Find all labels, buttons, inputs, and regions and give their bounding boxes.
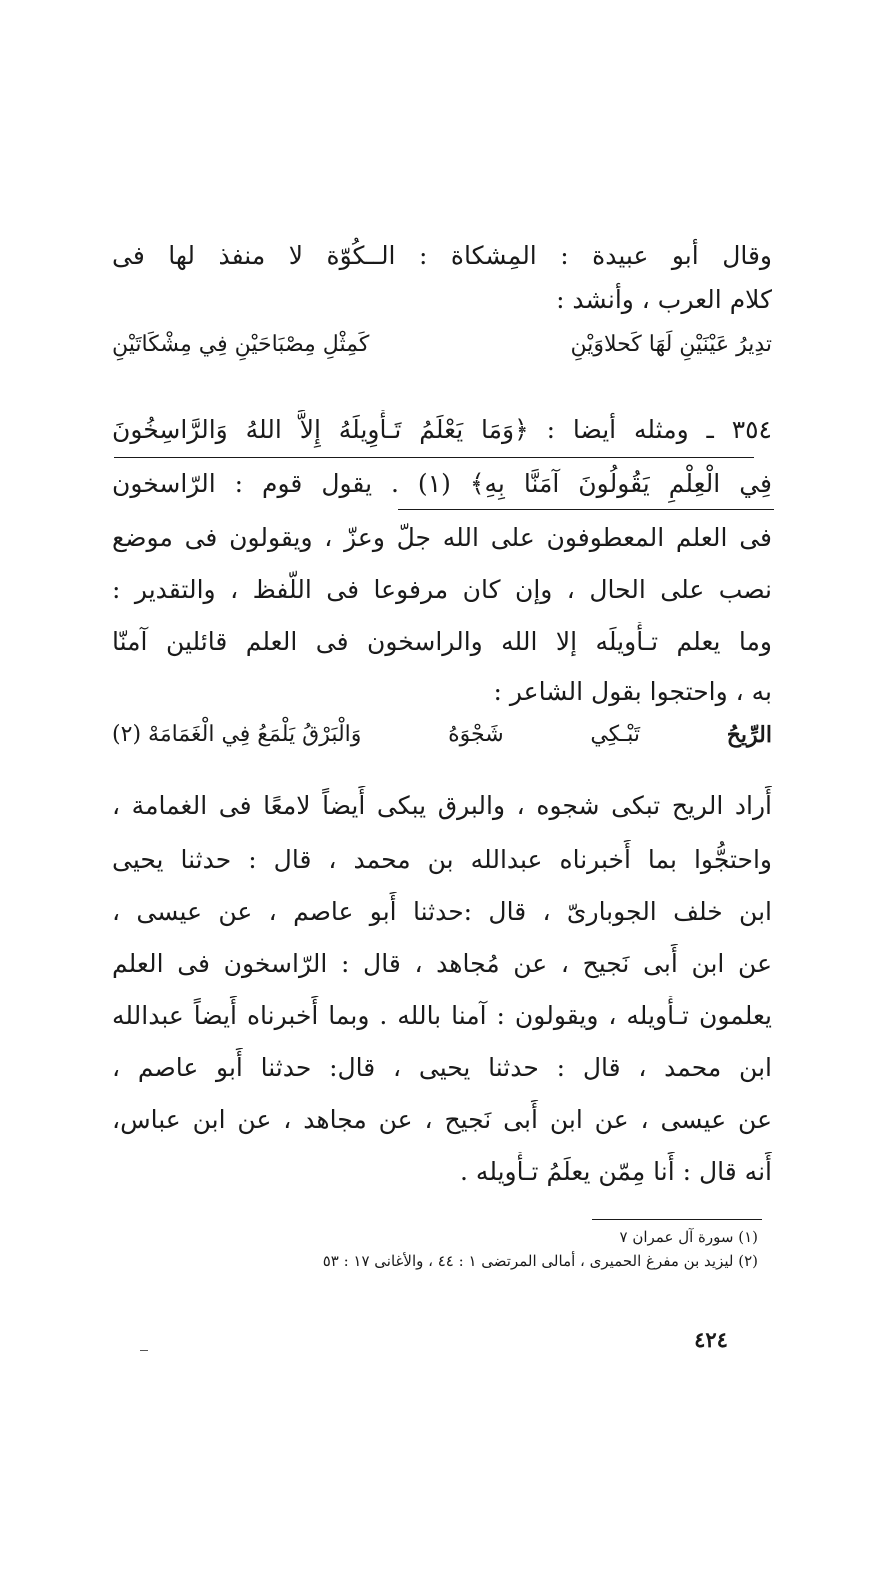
text-line-16: أَنه قال : أَنا مِمّن يعلَمُ تـأْويله . — [460, 1157, 772, 1186]
text-line-10: واحتجُّوا بما أَخبرناه عبدالله بن محمد ، قال : حدثنا يحيى — [112, 845, 772, 874]
verse-2-word-3: شَجْوَهُ — [448, 722, 504, 747]
text-line-7: وما يعلم تـأْويلَه إلا الله والراسخون فى العلم قائلين آمنّا — [112, 627, 772, 656]
quran-underline-2 — [398, 509, 774, 510]
text-line-14: ابن محمد ، قال : حدثنا يحيى ، قال: حدثنا أَبو عاصم ، — [112, 1053, 772, 1082]
verse-2-word-2: تَبْـكِي — [590, 722, 641, 747]
text-line-9: أَراد الريح تبكى شجوه ، والبرق يبكى أَيضاً لامعًا فى الغمامة ، — [112, 791, 772, 820]
verse-1-hemistich-b: كَمِثْلِ مِصْبَاحَيْنِ فِي مِشْكَاتَيْنِ — [112, 332, 370, 357]
verse-2-word-1: الرِّيحُ — [726, 722, 772, 748]
page-number: ٤٢٤ — [694, 1327, 728, 1352]
text-line-11: ابن خلف الجوبارىّ ، قال :حدثنا أَبو عاصم ، عن عيسى ، — [112, 897, 772, 926]
text-line-4: فِي الْعِلْمِ يَقُولُونَ آمَنَّا بِهِ﴾ (١) . يقول قوم : الرّاسخون — [112, 469, 772, 498]
margin-mark — [140, 1350, 148, 1351]
text-line-6: نصب على الحال ، وإن كان مرفوعا فى اللّفظ ، والتقدير : — [112, 575, 772, 604]
text-line-3: ٣٥٤ ـ ومثله أيضا : ﴿وَمَا يَعْلَمُ تَـأْوِيلَهُ إِلاَّ اللهُ وَالرَّاسِخُونَ — [112, 415, 772, 444]
text-line-13: يعلمون تـأْويله ، ويقولون : آمنا بالله . وبما أَخبرناه أَيضاً عبدالله — [112, 1001, 772, 1030]
verse-1-hemistich-a: تدِيرُ عَيْنَيْنِ لَهَا كَحلاوَيْنِ — [570, 332, 772, 357]
footnote-2: (٢) ليزيد بن مفرغ الحميرى ، أمالى المرتضى ١ : ٤٤ ، والأغانى ١٧ : ٥٣ — [322, 1252, 758, 1270]
verse-2-word-4: وَالْبَرْقُ يَلْمَعُ فِي الْغَمَامَهْ (٢) — [112, 722, 362, 747]
text-line-1: وقال أبو عبيدة : المِشكاة : الــكُوّة لا منفذ لها فى — [112, 241, 772, 270]
footnote-1: (١) سورة آل عمران ٧ — [619, 1228, 758, 1246]
text-line-15: عن عيسى ، عن ابن أَبى نَجيح ، عن مجاهد ، عن ابن عباس، — [112, 1105, 772, 1134]
text-line-2: كلام العرب ، وأنشد : — [556, 285, 772, 314]
text-line-8: به ، واحتجوا بقول الشاعر : — [493, 677, 772, 706]
quran-underline-1 — [114, 457, 754, 458]
verse-2 — [112, 718, 772, 752]
text-line-12: عن ابن أَبى نَجيح ، عن مُجاهد ، قال : الرّاسخون فى العلم — [112, 949, 772, 978]
footnote-separator — [592, 1219, 762, 1220]
text-line-5: فى العلم المعطوفون على الله جلّ وعزّ ، ويقولون فى موضع — [112, 523, 772, 552]
verse-1 — [112, 328, 772, 362]
